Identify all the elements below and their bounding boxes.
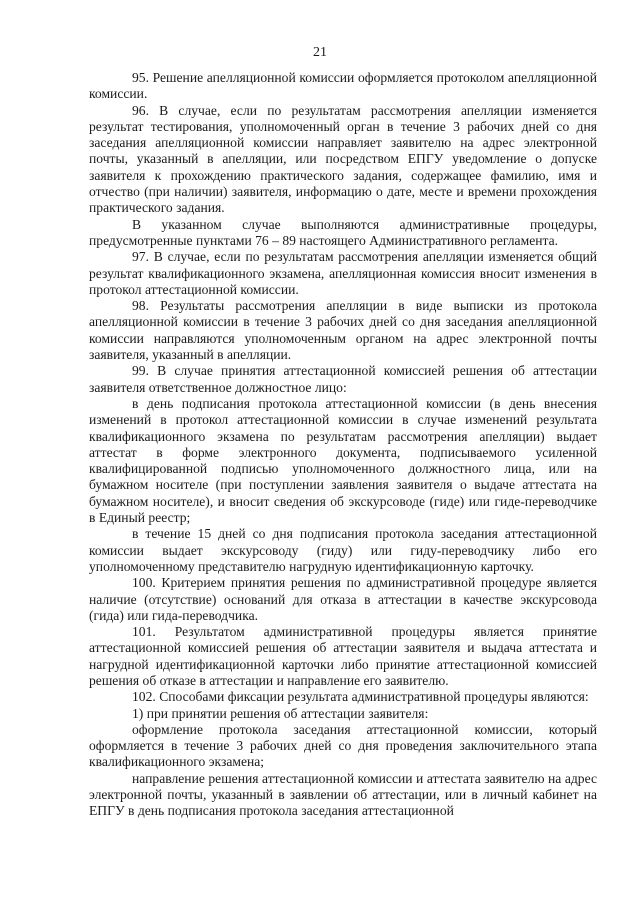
paragraph-95: 95. Решение апелляционной комиссии оформляется протоколом апелляционной комиссии. xyxy=(89,70,597,102)
page-number: 21 xyxy=(313,45,327,60)
paragraph-99-badge: в течение 15 дней со дня подписания протокола заседания аттестационной комиссии выдает экскурсоводу (гиду) или гиду-переводчику либо его уполномоченному представителю нагрудную идентификационную карточку. xyxy=(89,526,597,574)
document-body xyxy=(89,70,597,820)
paragraph-96: 96. В случае, если по результатам рассмотрения апелляции изменяется результат тестирования, уполномоченный орган в течение 3 рабочих дней со дня заседания апелляционной комиссии направляет заявителю на адрес электронной почты, указанный в апелляции, или посредством ЕПГУ уведомление о допуске заявителя к прохождению практического задания, содержащее фамилию, имя и отчество (при наличии) заявителя, информацию о дате, месте и времени прохождения практического задания. xyxy=(89,102,597,216)
paragraph-102-sending: направление решения аттестационной комиссии и аттестата заявителю на адрес электронной почты, указанный в заявлении об аттестации, или в личный кабинет на ЕПГУ в день подписания протокола заседания аттестационной xyxy=(89,770,597,819)
paragraph-97: 97. В случае, если по результатам рассмотрения апелляции изменяется общий результат квалификационного экзамена, апелляционная комиссия вносит изменения в протокол аттестационной комиссии. xyxy=(89,249,597,297)
paragraph-99-certificate: в день подписания протокола аттестационной комиссии (в день внесения изменений в протокол аттестационной комиссии в случае изменений результата квалификационного экзамена по результатам рассмотрения апелляции) выдает аттестат в форме электронного документа, подписываемого усиленной квалифицированной подписью уполномоченного должностного лица, или на бумажном носителе (при поступлении заявления заявителя о выдаче аттестата на бумажном носителе), и вносит сведения об экскурсоводе (гиде) или гиде-переводчике в Единый реестр; xyxy=(89,395,597,526)
paragraph-98: 98. Результаты рассмотрения апелляции в виде выписки из протокола апелляционной комиссии в течение 3 рабочих дней со дня заседания апелляционной комиссии направляются уполномоченным органом на адрес электронной почты заявителя, указанный в апелляции. xyxy=(89,298,597,363)
paragraph-96-procedures: В указанном случае выполняются административные процедуры, предусмотренные пунктами 76 – 89 настоящего Административного регламента. xyxy=(89,216,597,248)
paragraph-99: 99. В случае принятия аттестационной комиссией решения об аттестации заявителя ответственное должностное лицо: xyxy=(89,363,597,395)
paragraph-102: 102. Способами фиксации результата административной процедуры являются: xyxy=(132,689,589,705)
paragraph-100: 100. Критерием принятия решения по административной процедуре является наличие (отсутствие) оснований для отказа в аттестации в качестве экскурсовода (гида) или гида-переводчика. xyxy=(89,575,597,623)
paragraph-102-item-1: 1) при принятии решения об аттестации заявителя: xyxy=(132,705,429,721)
paragraph-101: 101. Результатом административной процедуры является принятие аттестационной комиссией решения об аттестации заявителя и выдача аттестата и нагрудной идентификационной карточки либо принятие аттестационной комиссией решения об отказе в аттестации и направление его заявителю. xyxy=(89,624,597,688)
paragraph-102-protocol: оформление протокола заседания аттестационной комиссии, который оформляется в течение 3 рабочих дней со дня проведения заключительного этапа квалификационного экзамена; xyxy=(89,721,597,770)
